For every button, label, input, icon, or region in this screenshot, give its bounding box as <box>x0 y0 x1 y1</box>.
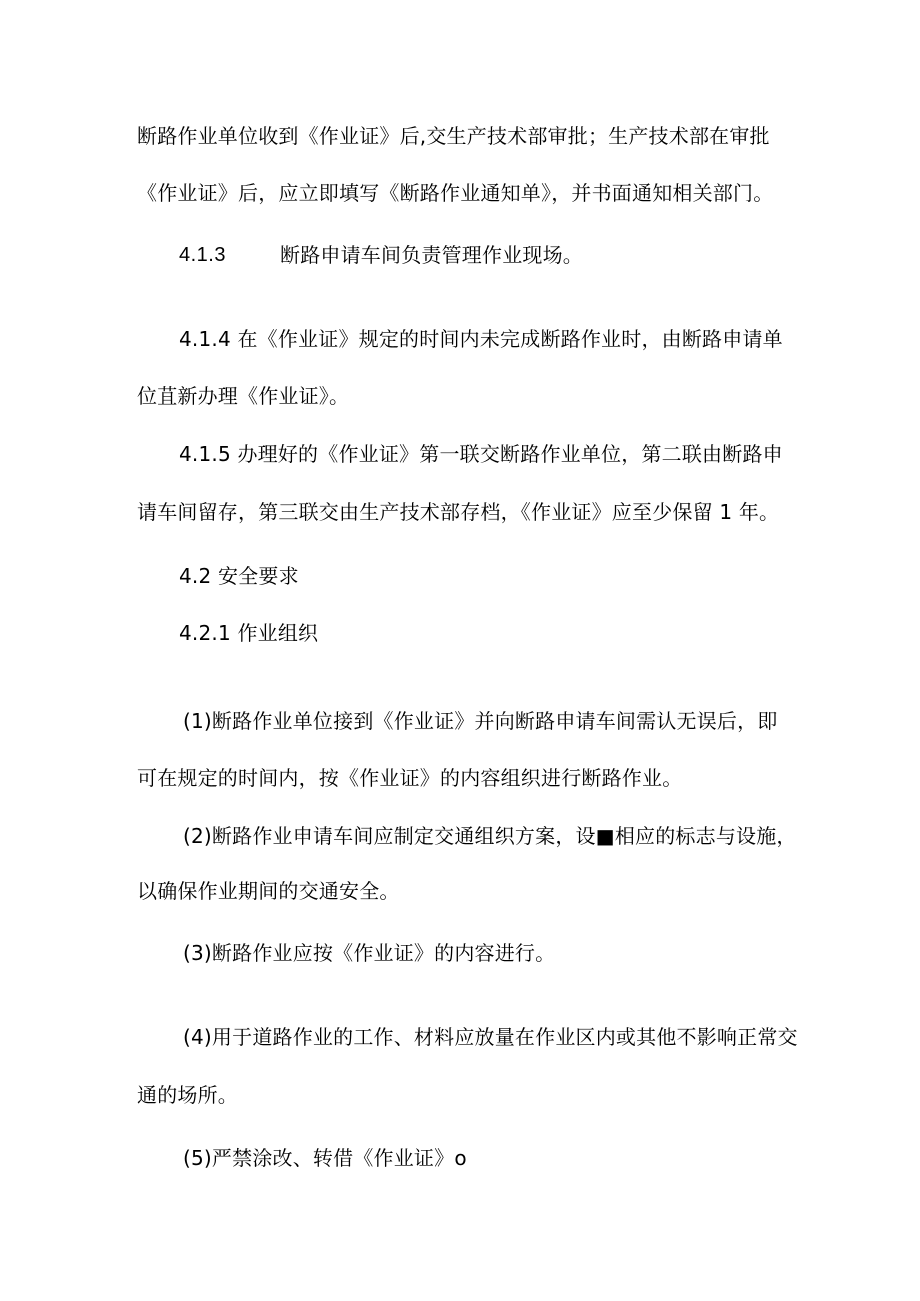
list-item-continuation: 以确保作业期间的交通安全。 <box>137 879 400 903</box>
paragraph-line: 位苴新办理《作业证》。 <box>137 384 350 408</box>
list-item: (5)严禁涂改、转借《作业证》o <box>183 1146 467 1170</box>
section-heading: 4.2 安全要求 <box>179 564 299 588</box>
paragraph-line: 《作业证》后，应立即填写《断路作业通知单》，并书面通知相关部门。 <box>137 181 774 205</box>
subsection-heading: 4.2.1 作业组织 <box>179 621 319 645</box>
paragraph-line: 4.1.5 办理好的《作业证》第一联交断路作业单位，第二联由断路申 <box>179 442 783 466</box>
section-number: 4.1.3 <box>179 244 226 266</box>
list-item: (2)断路作业申请车间应制定交通组织方案，设■相应的标志与设施， <box>183 824 797 848</box>
paragraph-line: 请车间留存，第三联交由生产技术部存档，《作业证》应至少保留 1 年。 <box>137 500 780 524</box>
list-item: (4)用于道路作业的工作、材料应放量在作业区内或其他不影响正常交 <box>183 1025 798 1049</box>
list-item: (3)断路作业应按《作业证》的内容进行。 <box>183 941 556 965</box>
list-item-continuation: 可在规定的时间内，按《作业证》的内容组织进行断路作业。 <box>137 766 683 790</box>
list-item: (1)断路作业单位接到《作业证》并向断路申请车间需认无误后，即 <box>183 709 778 733</box>
list-item-continuation: 通的场所。 <box>137 1083 238 1107</box>
paragraph-line: 4.1.4 在《作业证》规定的时间内未完成断路作业时，由断路申请单 <box>179 327 783 351</box>
section-text: 断路申请车间负责管理作业现场。 <box>280 243 583 267</box>
paragraph-line: 断路作业单位收到《作业证》后,交生产技术部审批；生产技术部在审批 <box>137 124 770 148</box>
